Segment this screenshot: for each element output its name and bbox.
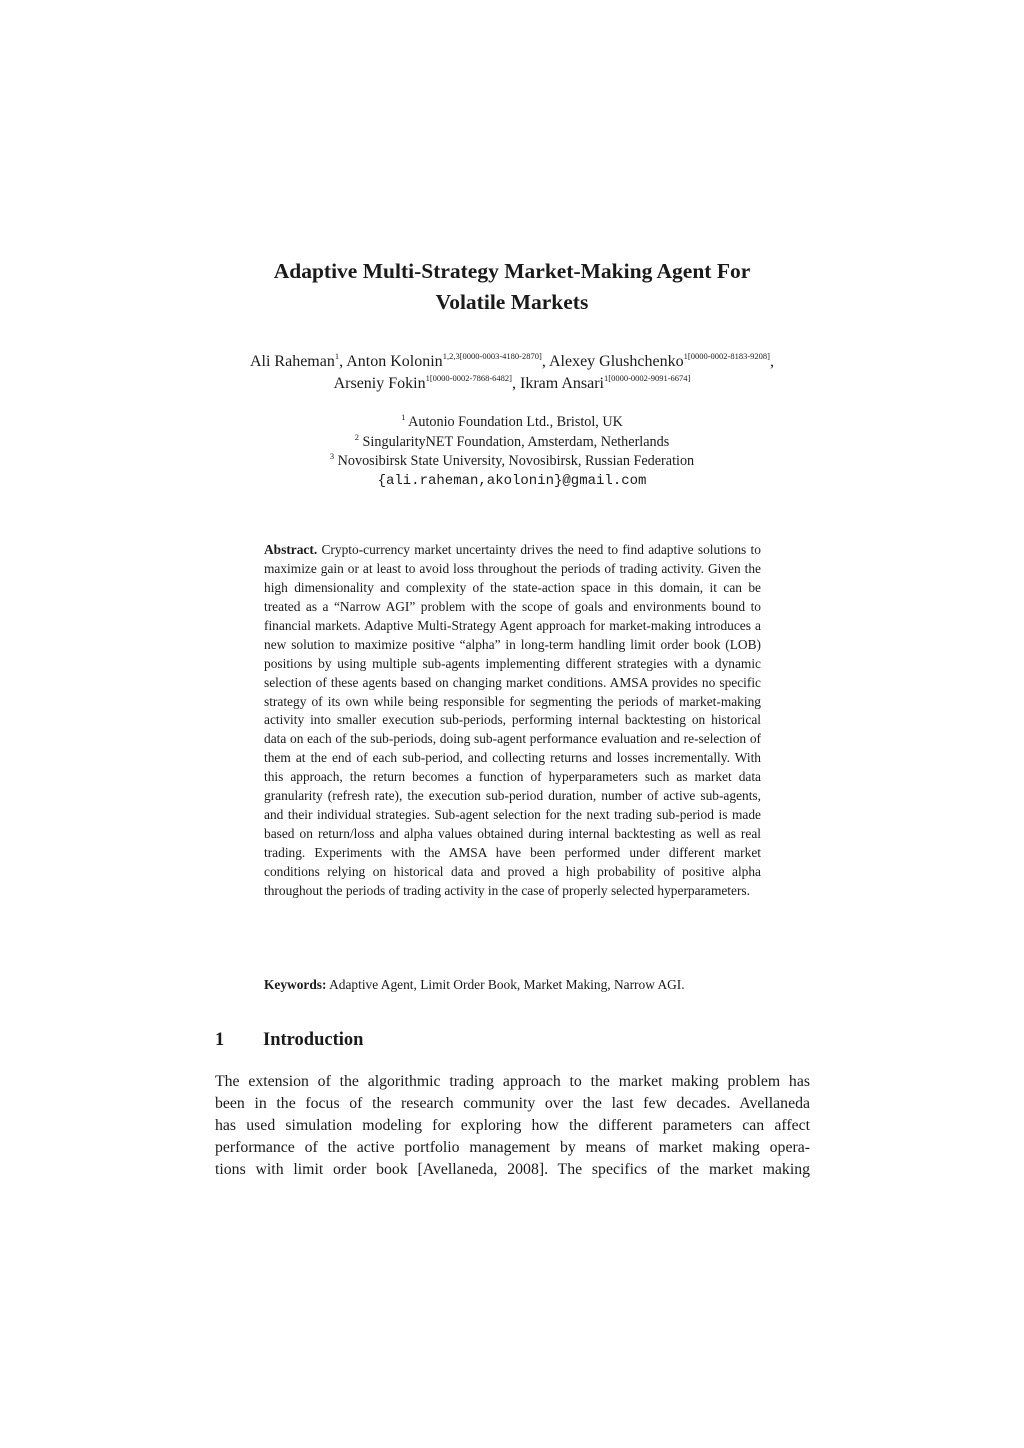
- affiliation-text: SingularityNET Foundation, Amsterdam, Netherlands: [362, 433, 670, 450]
- abstract-text: Crypto-currency market uncertainty drives the need to find adaptive solutions to maximize gain or at least to avoid loss throughout the periods of trading activity. Given the high dimensionality and complexity of the state-action space in this domain, it can be treated as a “Narrow AGI” problem with the scope of goals and environments bound to financial markets. Adaptive Multi-Strategy Agent approach for market-making introduces a new solution to maximize positive “alpha” in long-term handling limit order book (LOB) positions by using multiple sub-agents implementing different strategies with a dynamic selection of these agents based on changing market conditions. AMSA provides no specific strategy of its own while being responsible for segmenting the periods of market-making activity into smaller execution sub-periods, performing internal backtesting on historical data on each of the sub-periods, doing sub-agent performance evaluation and re-selection of them at the end of each sub-period, and collecting returns and losses incrementally. With this approach, the return becomes a function of hyperparameters such as market data granularity (refresh rate), the execution sub-period duration, number of active sub-agents, and their individual strategies. Sub-agent selection for the next trading sub-period is made based on return/loss and alpha values obtained during internal backtesting as well as real trading. Experiments with the AMSA have been performed under different market conditions relying on historical data and proved a high probability of positive alpha throughout the periods of trading activity in the case of properly selected hyperparameters.: [264, 542, 761, 898]
- section-heading: [215, 1027, 810, 1053]
- paper-title: [0, 256, 1024, 318]
- affiliation-list: [0, 413, 1024, 491]
- abstract-label: Abstract.: [264, 542, 318, 557]
- author-name: Anton Kolonin: [346, 353, 443, 370]
- author-line-2: Arseniy Fokin$^{1[0000-0002-7868-6482]}$, Ikram Ansari$^{1[0000-0002-9091-6674]}$: [333, 373, 691, 392]
- intro-line: tions with limit order book [Avellaneda, 2008]. The specifics of the market making: [215, 1161, 810, 1178]
- intro-line: The extension of the algorithmic trading approach to the market making problem has: [215, 1073, 810, 1090]
- intro-paragraph: [215, 1071, 810, 1181]
- section-title: Introduction: [263, 1030, 364, 1050]
- affiliation-item: [0, 452, 1024, 472]
- author-affiliation-sup: 1: [334, 351, 340, 361]
- author-name: Alexey Glushchenko: [548, 353, 684, 370]
- author-affiliation-sup: 1,2,3[0000-0003-4180-2870]: [442, 351, 542, 361]
- author-line-1: Ali Raheman$^1$, Anton Kolonin$^{1,2,3[0000-0003-4180-2870]}$, Alexey Glushchenko$^{1[0000-0002-8183-9208]}$,: [249, 351, 775, 370]
- affiliation-text: Novosibirsk State University, Novosibirsk, Russian Federation: [337, 453, 695, 469]
- intro-line: has used simulation modeling for exploring how the different parameters can affect: [215, 1117, 810, 1134]
- paper-title-line-1: Adaptive Multi-Strategy Market-Making Agent For: [273, 259, 751, 283]
- contact-email: {ali.raheman,akolonin}@gmail.com: [377, 472, 647, 489]
- affiliation-item: [0, 433, 1024, 453]
- author-name: Arseniy Fokin: [333, 375, 426, 392]
- affiliation-text: Autonio Foundation Ltd., Bristol, UK: [408, 414, 623, 430]
- author-name: Ali Raheman: [249, 353, 335, 370]
- affiliation-number: 3: [329, 451, 335, 461]
- abstract: [264, 541, 761, 901]
- affiliation-number: 2: [354, 431, 359, 442]
- keywords: [264, 975, 761, 994]
- keywords-text: Adaptive Agent, Limit Order Book, Market Making, Narrow AGI.: [329, 977, 685, 992]
- affiliation-number: 1: [401, 412, 406, 422]
- author-list: [0, 351, 1024, 395]
- keywords-label: Keywords:: [264, 977, 327, 992]
- section-number: 1: [215, 1030, 225, 1050]
- intro-line: performance of the active portfolio management by means of market making opera-: [215, 1139, 810, 1156]
- author-affiliation-sup: 1[0000-0002-7868-6482]: [425, 373, 512, 383]
- intro-line: been in the focus of the research community over the last few decades. Avellaneda: [215, 1095, 810, 1112]
- author-affiliation-sup: 1[0000-0002-9091-6674]: [603, 373, 691, 383]
- paper-title-line-2: Volatile Markets: [435, 290, 589, 314]
- author-affiliation-sup: 1[0000-0002-8183-9208]: [683, 351, 771, 361]
- author-name: Ikram Ansari: [520, 375, 604, 392]
- affiliation-item: [0, 413, 1024, 433]
